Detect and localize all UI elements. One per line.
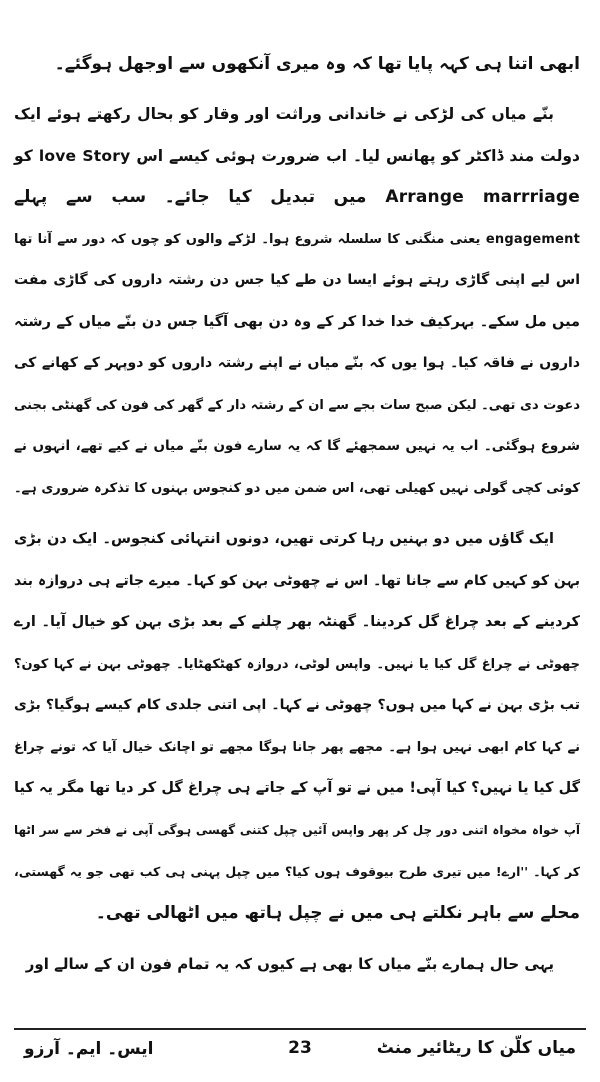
page-number: 23: [288, 1038, 312, 1058]
text-line: گل کیا یا نہیں؟ کیا آپی! میں نے تو آپ کے جاتے ہی چراغ گل کر دیا تھا مگر یہ کیا: [14, 780, 580, 796]
paragraph-3: [14, 519, 580, 934]
text-line: چھوٹی نے چراغ گل کیا یا نہیں۔ واپس لوٹی، دروازہ کھٹکھٹایا۔ چھوٹی بہن نے کہا کون؟: [14, 656, 580, 672]
text-line: دعوت دی تھی۔ لیکن صبح سات بجے سے ان کے رشتہ دار کے گھر کی فون کی گھنٹی بجنی: [14, 397, 580, 413]
footer-divider: [14, 1028, 586, 1030]
text-line: کر کہا۔ ''ارے! میں تیری طرح بیوقوف ہوں کیا؟ میں چپل پہنی ہی کب تھی جو یہ گھستی،: [14, 864, 580, 879]
text-line: داروں نے فاقہ کیا۔ ہوا یوں کہ بنّے میاں نے اپنے رشتہ داروں کو دوپہر کے کھانے کی: [14, 355, 580, 371]
text-line: دولت مند ڈاکٹر کو پھانس لیا۔ اب ضرورت ہوئی کیسے اس love Story کو: [14, 146, 580, 165]
text-line: نے کہا کام ابھی نہیں ہوا ہے۔ مجھے پھر جانا ہوگا مجھے تو اچانک خیال آیا کہ تونے چراغ: [14, 739, 580, 755]
text-line: محلے سے باہر نکلتے ہی میں نے چپل ہاتھ میں اٹھالی تھی۔: [95, 902, 580, 923]
body-text: [14, 44, 580, 986]
text-line: ابھی اتنا ہی کہہ پایا تھا کہ وہ میری آنکھوں سے اوجھل ہوگئے۔: [54, 54, 580, 74]
text-line: تب بڑی بہن نے کہا میں ہوں؟ چھوٹی نے کہا۔ اپی اتنی جلدی کام کیسے ہوگیا؟ بڑی: [14, 697, 580, 713]
text-line: Arrange marrriage میں تبدیل کیا جائے۔ سب سے پہلے: [14, 187, 580, 207]
book-title: میاں کلّن کا ریٹائیر منٹ: [376, 1038, 576, 1058]
text-line: اس لیے اپنی گاڑی رہتے ہوئے ایسا دن طے کیا جس دن رشتہ داروں کی گاڑی مفت: [14, 272, 580, 288]
text-line: ایک گاؤں میں دو بہنیں رہا کرتی تھیں، دونوں انتہائی کنجوس۔ ایک دن بڑی: [14, 531, 554, 547]
text-line: بہن کو کہیں کام سے جانا تھا۔ اس نے چھوٹی بہن کو کہا۔ میرے جاتے ہی دروازہ بند: [14, 572, 580, 589]
text-line: یہی حال ہمارے بنّے میاں کا بھی ہے کیوں کہ یہ تمام فون ان کے سالے اور: [25, 955, 554, 973]
paragraph-4: [14, 944, 580, 986]
paragraph-2: [14, 94, 580, 509]
page-footer: [24, 1038, 576, 1068]
text-line: میں مل سکے۔ بہرکیف خدا خدا کر کے وہ دن بھی آگیا جس دن بنّے میاں کے رشتہ: [14, 313, 580, 330]
text-line: بنّے میاں کی لڑکی نے خاندانی وراثت اور وقار کو بحال رکھتے ہوئے ایک: [14, 105, 554, 123]
text-line: engagement یعنی منگنی کا سلسلہ شروع ہوا۔ لڑکے والوں کو چوں کہ دور سے آنا تھا: [14, 231, 580, 247]
text-line: شروع ہوگئی۔ اب یہ نہیں سمجھئے گا کہ یہ سارے فون بنّے میاں نے کیے تھے، انہوں نے: [14, 438, 580, 454]
text-line: کوئی کچی گولی نہیں کھیلی تھی، اس ضمن میں دو کنجوس بہنوں کا تذکرہ ضروری ہے۔: [13, 480, 580, 496]
text-line: کردینے کے بعد چراغ گل کردینا۔ گھنٹہ بھر چلنے کے بعد بڑی بہن کو خیال آیا۔ ارے: [14, 614, 580, 630]
paragraph-1: [14, 44, 580, 84]
author-name: ایس۔ ایم۔ آرزو: [24, 1039, 154, 1059]
text-line: آپ خواہ مخواہ اتنی دور چل کر پھر واپس آئیں چپل کتنی گھسی ہوگی آپی نے فخر سے سر اٹھا: [14, 822, 580, 837]
